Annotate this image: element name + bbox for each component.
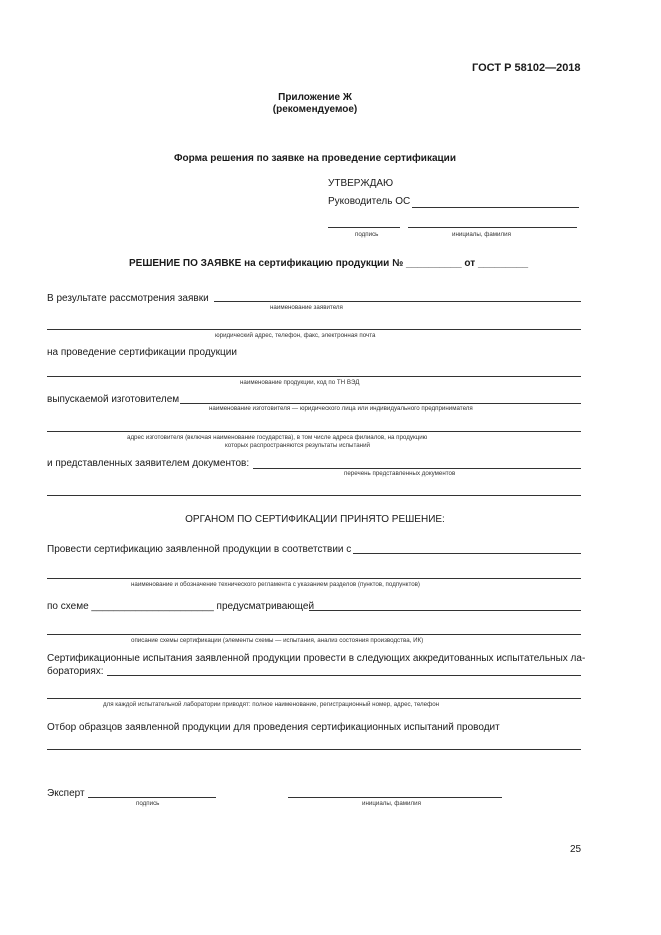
approve-signature-caption: подпись	[355, 231, 379, 238]
manufacturer-line	[180, 403, 581, 404]
address-line	[47, 329, 581, 330]
product-caption: наименование продукции, код по ТН ВЭД	[240, 379, 360, 386]
scheme-line	[309, 610, 581, 611]
docs-line	[253, 468, 581, 469]
regulation-line	[47, 578, 581, 579]
docs-caption: перечень представленных документов	[344, 470, 456, 477]
manufacturer-label: выпускаемой изготовителем	[47, 394, 180, 405]
approve-signature-line	[328, 227, 400, 228]
lab-caption: для каждой испытательной лаборатории приводят: полное наименование, регистрационный номер, адрес, телефон	[103, 701, 440, 708]
applicant-caption: наименование заявителя	[270, 304, 343, 311]
scheme-description-line	[47, 634, 581, 635]
review-label: В результате рассмотрения заявки	[47, 293, 209, 304]
applicant-line	[214, 301, 581, 302]
manufacturer-address-line	[47, 431, 581, 432]
sampling-label: Отбор образцов заявленной продукции для проведения сертификационных испытаний проводит	[47, 722, 500, 733]
approve-label: УТВЕРЖДАЮ	[328, 178, 394, 189]
tests-line-1: Сертификационные испытания заявленной продукции провести в следующих аккредитованных испытательных ла-	[47, 653, 586, 664]
labs-line	[107, 675, 581, 676]
scheme-label: по схеме ______________________ предусматривающей	[47, 601, 315, 612]
conduct-line	[353, 553, 581, 554]
product-line	[47, 376, 581, 377]
sampling-line	[47, 749, 581, 750]
cert-label: на проведение сертификации продукции	[47, 347, 237, 358]
regulation-caption: наименование и обозначение технического регламента с указанием разделов (пунктов, подпунктов)	[131, 581, 420, 588]
page-number: 25	[570, 844, 582, 855]
manufacturer-address-caption-1: адрес изготовителя (включая наименование государства), в том числе адреса филиалов, на продукцию	[127, 434, 428, 441]
expert-signature-line	[88, 797, 216, 798]
decision-title-rest: на сертификацию продукции № __________ от _________	[241, 258, 529, 269]
head-label: Руководитель ОС	[328, 196, 411, 207]
approve-initials-line	[408, 227, 577, 228]
labs-extra-line	[47, 698, 581, 699]
form-title: Форма решения по заявке на проведение сертификации	[174, 153, 456, 164]
appendix-subtitle: (рекомендуемое)	[272, 104, 358, 115]
approve-initials-caption: инициалы, фамилия	[452, 231, 511, 238]
conduct-label: Провести сертификацию заявленной продукции в соответствии с	[47, 544, 352, 555]
decision-title-bold: РЕШЕНИЕ ПО ЗАЯВКЕ	[129, 258, 242, 269]
decision-title	[129, 258, 528, 270]
docs-label: и представленных заявителем документов:	[47, 458, 250, 469]
head-signature-line	[412, 207, 579, 208]
appendix-title: Приложение Ж	[278, 92, 352, 103]
scheme-caption: описание схемы сертификации (элементы схемы — испытания, анализ состояния производства, ИК)	[131, 637, 424, 644]
manufacturer-caption: наименование изготовителя — юридического лица или индивидуального предпринимателя	[209, 405, 473, 412]
expert-initials-caption: инициалы, фамилия	[362, 800, 421, 807]
expert-label: Эксперт	[47, 788, 85, 799]
tests-line-2: бораториях:	[47, 666, 104, 677]
docs-extra-line	[47, 495, 581, 496]
standard-number: ГОСТ Р 58102—2018	[472, 62, 581, 74]
address-caption: юридический адрес, телефон, факс, электронная почта	[215, 332, 376, 339]
expert-signature-caption: подпись	[136, 800, 160, 807]
decision-heading: ОРГАНОМ ПО СЕРТИФИКАЦИИ ПРИНЯТО РЕШЕНИЕ:	[185, 514, 445, 525]
manufacturer-address-caption-2: которых распространяются результаты испытаний	[225, 442, 370, 449]
expert-initials-line	[288, 797, 502, 798]
